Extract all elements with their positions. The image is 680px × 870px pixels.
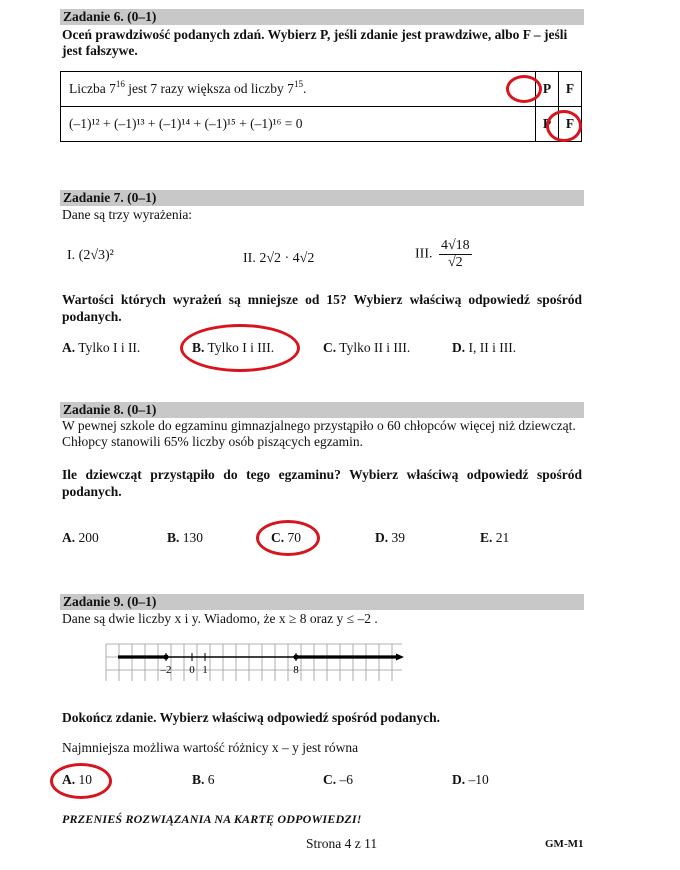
task7-expression-2: II. 2√2 · 4√2 (243, 251, 315, 266)
task8-header: Zadanie 8. (0–1) (60, 402, 584, 418)
task9-option-a[interactable]: A. 10 (62, 772, 92, 787)
task8-text: W pewnej szkole do egzaminu gimnazjalnego przystąpiło o 60 chłopców więcej niż dziewcząt. Chłopcy stanowili 65% liczby osób piszących egzamin. (62, 418, 576, 449)
task8-option-e[interactable]: E. 21 (480, 530, 510, 545)
task6-row1-f[interactable]: F (559, 72, 582, 107)
task8-option-d[interactable]: D. 39 (375, 530, 405, 545)
task9-text: Dane są dwie liczby x i y. Wiadomo, że x ≥ 8 oraz y ≤ –2 . (62, 611, 378, 626)
task6-statement-2: (–1)¹² + (–1)¹³ + (–1)¹⁴ + (–1)¹⁵ + (–1)¹⁶ = 0 (61, 107, 536, 142)
number-line (104, 643, 408, 683)
task7-intro: Dane są trzy wyrażenia: (62, 207, 193, 222)
task9-option-d[interactable]: D. –10 (452, 772, 489, 787)
task7-option-d[interactable]: D. I, II i III. (452, 340, 517, 355)
answer-circle (50, 763, 112, 799)
task6-row1-p[interactable]: P (536, 72, 559, 107)
exam-code: GM-M1 (545, 838, 584, 850)
task7-option-a[interactable]: A. Tylko I i II. (62, 340, 141, 355)
task7-expression-1: I. (2√3)² (67, 248, 114, 263)
task7-header: Zadanie 7. (0–1) (60, 190, 584, 206)
task6-instruction: Oceń prawdziwość podanych zdań. Wybierz P, jeśli zdanie jest prawdziwe, albo F – jeśli jest fałszywe. (62, 27, 568, 58)
task6-row2-p[interactable]: P (536, 107, 559, 142)
table-row (61, 72, 582, 107)
task8-option-b[interactable]: B. 130 (167, 530, 204, 545)
transfer-note: PRZENIEŚ ROZWIĄZANIA NA KARTĘ ODPOWIEDZI! (62, 812, 362, 826)
task8-question: Ile dziewcząt przystąpiło do tego egzaminu? Wybierz właściwą odpowiedź spośród podanych. (62, 467, 582, 499)
task7-expression-3: III. $\frac{4√18}{√2}$ (415, 238, 470, 270)
task7-option-c[interactable]: C. Tylko II i III. (323, 340, 411, 355)
answer-circle (256, 520, 320, 556)
task9-option-c[interactable]: C. –6 (323, 772, 353, 787)
task6-table (60, 71, 582, 142)
tick-label: –2 (160, 664, 172, 676)
task8-option-c[interactable]: C. 70 (271, 530, 301, 545)
answer-circle (180, 324, 300, 372)
tick-label: 1 (202, 664, 208, 676)
tick-label: 8 (293, 664, 299, 676)
task7-question: Wartości których wyrażeń są mniejsze od 15? Wybierz właściwą odpowiedź spośród podanych. (62, 292, 582, 324)
task6-row2-f[interactable]: F (559, 107, 582, 142)
tick-label: 0 (189, 664, 195, 676)
task9-sentence: Najmniejsza możliwa wartość różnicy x – y jest równa (62, 740, 359, 755)
task8-option-a[interactable]: A. 200 (62, 530, 99, 545)
answer-circle (506, 75, 542, 103)
task6-statement-1: Liczba $7^{16}$ jest 7 razy większa od liczby $7^{15}$. (61, 72, 536, 107)
answer-circle (546, 110, 582, 142)
task7-option-b[interactable]: B. Tylko I i III. (192, 340, 275, 355)
task6-header: Zadanie 6. (0–1) (60, 9, 584, 25)
page-number: Strona 4 z 11 (306, 836, 378, 851)
task9-instruction: Dokończ zdanie. Wybierz właściwą odpowiedź spośród podanych. (62, 710, 441, 725)
task9-header: Zadanie 9. (0–1) (60, 594, 584, 610)
table-row (61, 107, 582, 142)
task9-option-b[interactable]: B. 6 (192, 772, 215, 787)
